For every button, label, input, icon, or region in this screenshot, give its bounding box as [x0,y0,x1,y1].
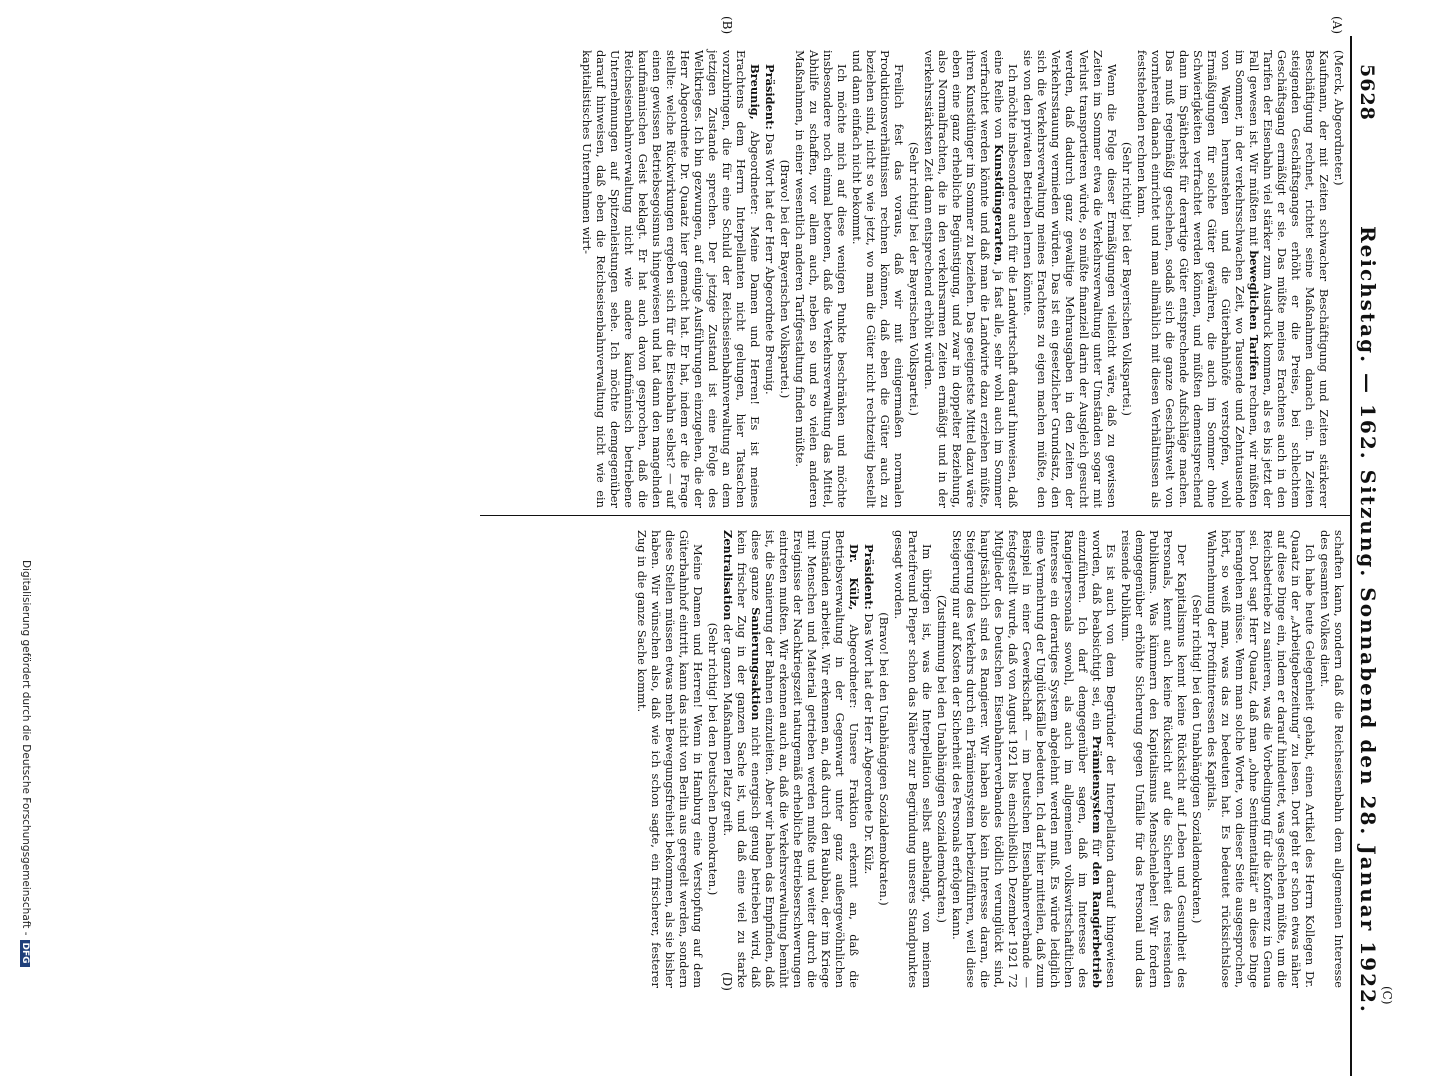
interjection: (Sehr richtig! bei den Unabhängigen Sozialdemokraten.) [1190,594,1204,924]
paragraph: Meine Damen und Herren! Wenn in Hamburg eine Verstopfung auf dem Güterbahnhof eintritt, kann das nicht von Berlin aus geregelt werden, sondern diese Stellen müssen etwas mehr Bewegungsfreiheit bekommen, als sie bisher haben. Wir wünschen also, daß wie ich schon sagte, ein frischerer, festerer Zug in die ganze Sache kommt. [635,530,705,988]
paragraph: Ich möchte mich auf diese wenigen Punkte beschränken und möchte insbesondere noch einmal betonen, daß die Verkehrsverwaltung das Mittel, Abhilfe zu schaffen, vor allem auch, neben so und so vielen anderen Maßnahmen, in einer wesentlich anderen Tarifgestaltung finden müßte. [793,50,849,508]
right-column [634,530,1346,988]
interjection: (Bravo! bei der Bayerischen Volkspartei.) [778,159,792,399]
interjection: (Sehr richtig! bei den Deutschen Demokraten.) [706,622,720,896]
page-header [1348,36,1388,1076]
interjection: (Sehr richtig! bei der Bayerischen Volkspartei.) [907,142,921,416]
president-statement: Präsident: Das Wort hat der Herr Abgeordnete Dr. Külz. [862,544,876,875]
interjection: (Sehr richtig! bei der Bayerischen Volkspartei.) [1120,142,1134,416]
paragraph: schaften kann, sondern daß die Reichseisenbahn dem allgemeinen Interesse des gesamten Volkes dient. [1318,530,1346,988]
dfg-logo: DFG [20,940,30,967]
paragraph: Im übrigen ist, was die Interpellation selbst anbelangt, von meinem Parteifreund Pieper schon das Nähere zur Begründung unseres Standpunktes gesagt worden. [892,530,934,988]
president-statement: Präsident: Das Wort hat der Herr Abgeordnete Breunig. [763,64,777,395]
paragraph: Wenn die Folge dieser Ermäßigungen vielleicht wäre, daß zu gewissen Zeiten im Sommer etwa die Verkehrsverwaltung unter Umständen sogar mit Verlust transportieren würde, so müßte finanziell darin der Ausgleich gesucht werden, daß dadurch ganz gewaltige Mehrausgaben in den Zeiten der Verkehrsstauung vermieden würden. Das ist ein gesetzlicher Grundsatz, den sich die Verkehrsverwaltung meines Erachtens zu eigen machen müßte, den sie von den privaten Betrieben lernen könnte. [1021,50,1119,508]
paragraph: Kaufmann, der mit Zeiten schwacher Beschäftigung und Zeiten stärkerer Beschäftigung rechnet, richtet seine Maßnahmen danach ein. In Zeiten steigenden Geschäftsganges erhöht er die Preise, bei schlechtem Geschäftsgang ermäßigt er sie. Das müßte meines Erachtens auch in den Tarifen der Eisenbahn viel stärker zum Ausdruck kommen, als es bis jetzt der Fall gewesen ist. Wir müßten mit beweglichen Tarifen rechnen, wir müßten im Sommer, in der verkehrsschwachen Zeit, wo Tausende und Zehntausende von Wagen herumstehen und die Güterbahnhöfe verstopfen, wohl Ermäßigungen für solche Güter gewähren, die auch im Sommer ohne Schwierigkeiten verfrachtet werden können, und müßten dementsprechend dann im Spätherbst für derartige Güter entsprechende Aufschläge machen. Das muß regelmäßig geschehen, sodaß sich die ganze Geschäftswelt von vornherein danach einrichtet und man allmählich mit diesen Verhältnissen als feststehenden rechnen kann. [1135,50,1331,508]
page-number: 5628 [1356,64,1378,121]
header-rule [1350,36,1352,1076]
left-column [579,50,1346,508]
paragraph: Freilich fest das voraus, daß wir mit einigermaßen normalen Produktionsverhältnissen rechnen können, daß eben die Güter auch zu beziehen sind, nicht so wie jetzt, wo man die Güter nicht rechtzeitig bestellt und dann einfach nicht bekommt. [850,50,906,508]
paragraph: Der Kapitalismus kennt keine Rücksicht auf Leben und Gesundheit des Personals, kennt auch keine Rücksicht auf die Sicherheit des reisenden Publikums. Was kümmern den Kapitalismus Menschenleben! Wir fordern demgegenüber erhöhte Sicherung gegen Unfälle für das Personal und das reisende Publikum. [1119,530,1189,988]
speech: Breunig, Abgeordneter: Meine Damen und Herren! Es ist meines Erachtens dem Herrn Interpellanten nicht gelungen, hier Tatsachen vorzubringen, die für eine Schuld der Reichseisenbahnverwaltung an dem jetzigen Zustande sprechen. Der jetzige Zustand ist eine Folge des Weltkrieges. Ich bin gezwungen, auf einige Ausführungen einzugehen, die der Herr Abgeordnete Dr. Quaatz hier gemacht hat. Er hat, indem er die Frage stellte: welche Rückwirkungen ergeben sich für die Eisenbahn selbst? — auf einen gewissen Betriebsegoismus hingewiesen und hat dann den mangelnden kaufmännischen Geist beklagt. Er hat auch davon gesprochen, daß die Reichseisenbahnverwaltung nicht wie andere kaufmännisch betriebene Unternehmungen auf Spitzenleistungen sehe. Ich möchte demgegenüber darauf hinweisen, daß eben die Reichseisenbahnverwaltung nicht wie ein kapitalistisches Unternehmen wirt- [580,50,762,508]
page-title: Reichstag. — 162. Sitzung. Sonnabend den 28. Januar 1922. [1356,226,1380,1014]
interjection: (Bravo! bei den Unabhängigen Sozialdemokraten.) [877,612,891,906]
footer-text: Digitalisierung gefördert durch die Deutsche Forschungsgemeinschaft - [20,560,32,936]
paragraph: Es ist auch von dem Begründer der Interpellation darauf hingewiesen worden, daß beabsichtigt sei, ein Prämiensystem für den Rangierbetrieb einzuführen. Ich darf demgegenüber sagen, daß im Interesse des Rangierpersonals sowohl, als auch im allgemeinen volkswirtschaftlichen Interesse ein derartiges System abgelehnt werden muß. Es würde lediglich eine Vermehrung der Unglücksfälle bedeuten. Ich darf hier mitteilen, daß zum Beispiel in einer Gewerkschaft — im Deutschen Eisenbahnerverbande — festgestellt wurde, daß von August 1921 bis einschließlich Dezember 1921 72 Mitglieder des Deutschen Eisenbahnerverbandes tödlich verunglückt sind, hauptsächlich sind es Rangierer. Wir haben also kein Interesse daran, die Steigerung des Verkehrs durch ein Prämiensystem herbeizuführen, weil diese Steigerung nur auf Kosten der Sicherheit des Personals erfolgen kann. [950,530,1118,988]
speech: Dr. Külz, Abgeordneter: Unsere Fraktion erkennt an, daß die Betriebsverwaltung in der Gegenwart unter ganz außergewöhnlichen Umständen arbeitet. Wir erkennen an, daß durch den Raubbau, der im Kriege mit Menschen und Material getrieben werden mußte und weiter durch die Ereignisse der Nachkriegszeit naturgemäß erhebliche Betriebserschwerungen eintreten mußten. Wir erkennen auch an, daß die Verkehrsverwaltung bemüht ist, die Sanierung der Bahnen einzuleiten. Aber wir haben das Empfinden, daß diese ganze Sanierungsaktion nicht energisch genug betrieben wird, daß kein frischer Zug in der ganzen Sache ist, und daß eine viel zu starke Zentralisation der ganzen Maßnahmen Platz greift. [721,530,861,988]
margin-mark-a: (A) [1330,16,1344,35]
margin-mark-c: (C) [1380,986,1394,1005]
margin-mark-d: (D) [720,972,734,991]
margin-mark-b: (B) [720,16,734,35]
paragraph: Ich habe heute Gelegenheit gehabt, einen Artikel des Herrn Kollegen Dr. Quaatz in der „Arbeitgeberzeitung“ zu lesen. Dort geht er schon etwas näher auf diese Dinge ein, indem er darauf hindeutet, was geschehen müßte, um die Reichsbetriebe zu sanieren, was die Vorbedingung für die Konferenz in Genua sei. Dort sagt Herr Quaatz, daß man „ohne Sentimentalität“ an diese Dinge herangehen müsse. Wenn man solche Worte, von dieser Seite ausgesprochen, hört, so weiß man, was das zu bedeuten hat. Es bedeutet rücksichtslose Wahrnehmung der Profitinteressen des Kapitals. [1205,530,1317,988]
interjection: (Zustimmung bei den Unabhängigen Sozialdemokraten.) [935,595,949,923]
paragraph: Ich möchte insbesondere auch für die Landwirtschaft darauf hinweisen, daß eine Reihe von Kunstdüngerarten, ja fast alle, sehr wohl auch im Sommer verfrachtet werden könnte und daß man die Landwirte dazu erziehen müßte, ihren Kunstdünger im Sommer zu beziehen. Das geeignetste Mittel dazu wäre eben eine ganz erhebliche Begünstigung, und zwar in doppelter Beziehung, also Normalfrachten, die in den verkehrsarmen Zeiten ermäßigt und in der verkehrsstärksten Zeit dann entsprechend erhöht würden. [922,50,1020,509]
speaker-continuation: (Merck, Abgeordneter.) [1332,50,1346,186]
digitization-footer [20,560,32,967]
column-divider [480,515,1350,516]
